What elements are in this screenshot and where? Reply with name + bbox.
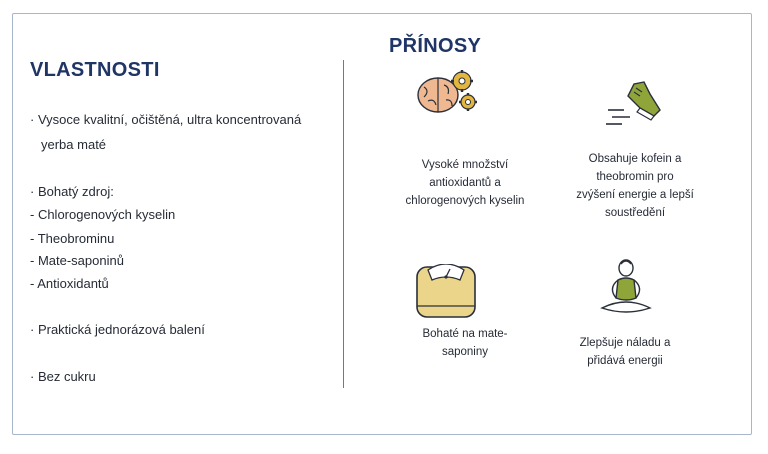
benefit-caption-mood: Zlepšuje náladu a přidává energii [579,337,671,367]
properties-line: - Theobrominu [30,231,115,246]
column-divider [343,60,344,388]
properties-line: - Chlorogenových kyselin [30,207,176,222]
properties-line: - Mate-saponinů [30,253,124,268]
properties-line: · Bohatý zdroj: [30,184,114,199]
benefits-heading: PŘÍNOSY [389,35,482,57]
properties-heading: VLASTNOSTI [30,59,160,81]
scale-icon [414,264,478,320]
meditation-icon [596,258,656,320]
properties-line: · Praktická jednorázová balení [30,322,205,337]
properties-line: · Vysoce kvalitní, očištěná, ultra koncentrovaná [30,112,302,127]
benefit-caption-saponins: Bohaté na mate- saponiny [422,328,508,358]
benefit-caption-energy: Obsahuje kofein a theobromin pro zvýšení energie a lepší soustředění [576,153,694,219]
properties-line: · Bez cukru [30,369,96,384]
benefit-caption-antioxidants: Vysoké množství antioxidantů a chlorogenových kyselin [405,159,525,207]
running-shoe-icon [604,80,662,132]
properties-line: yerba maté [41,137,107,152]
brain-gears-icon [414,65,482,123]
properties-line: - Antioxidantů [30,276,109,291]
